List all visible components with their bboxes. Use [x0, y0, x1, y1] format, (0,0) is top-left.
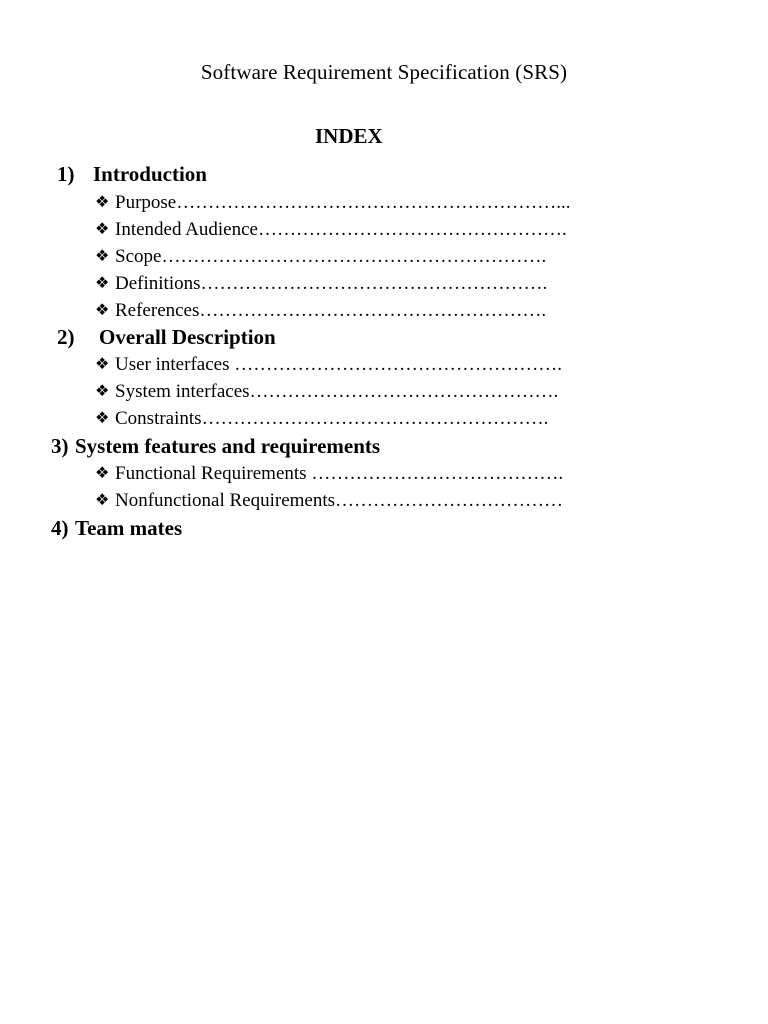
toc-item-label: Functional Requirements: [115, 463, 312, 484]
diamond-bullet-icon: ❖: [95, 246, 110, 265]
toc-item-leader: ……………………………………………………...: [176, 192, 571, 213]
toc-item-intended-audience: [95, 218, 567, 241]
section-heading-team-mates: [51, 516, 182, 541]
document-title: Software Requirement Specification (SRS): [200, 60, 568, 84]
section-title: System features and requirements: [75, 434, 381, 458]
diamond-bullet-icon: ❖: [95, 381, 110, 400]
diamond-bullet-icon: ❖: [95, 219, 110, 238]
toc-item-leader: ……………………………………………….: [199, 300, 547, 321]
section-title: Overall Description: [99, 325, 276, 349]
diamond-bullet-icon: ❖: [95, 408, 110, 427]
diamond-bullet-icon: ❖: [95, 300, 110, 319]
toc-item-leader: ………………………………: [335, 490, 564, 511]
section-title: Introduction: [93, 162, 207, 186]
diamond-bullet-icon: ❖: [95, 463, 110, 482]
toc-item-purpose: [95, 191, 570, 214]
toc-item-label: System interfaces: [115, 381, 250, 402]
section-number: 4): [51, 516, 69, 540]
toc-item-leader: ……………………………………………….: [201, 408, 549, 429]
toc-item-label: Definitions: [115, 273, 201, 294]
toc-item-leader: …………………………………………………….: [161, 246, 547, 267]
section-heading-system-features: [51, 434, 380, 459]
diamond-bullet-icon: ❖: [95, 354, 110, 373]
toc-item-constraints: [95, 407, 548, 430]
section-number: 2): [57, 325, 75, 349]
toc-item-references: [95, 299, 546, 322]
toc-item-leader: ………………………………………….: [249, 381, 559, 402]
toc-item-scope: [95, 245, 546, 268]
toc-item-label: Scope: [115, 246, 162, 267]
index-heading: INDEX: [315, 124, 383, 148]
toc-item-leader: ………………………………………….: [257, 219, 567, 240]
diamond-bullet-icon: ❖: [95, 490, 110, 509]
toc-item-functional-requirements: [95, 462, 563, 485]
toc-item-label: Purpose: [115, 192, 177, 213]
toc-item-user-interfaces: [95, 353, 562, 376]
toc-item-label: User interfaces: [115, 354, 235, 375]
section-heading-introduction: [57, 162, 207, 187]
diamond-bullet-icon: ❖: [95, 273, 110, 292]
toc-item-label: Intended Audience: [115, 219, 258, 240]
section-heading-overall-description: [57, 325, 276, 350]
toc-item-label: Constraints: [115, 408, 202, 429]
section-title: Team mates: [75, 516, 183, 540]
section-number: 1): [57, 162, 75, 186]
section-number: 3): [51, 434, 69, 458]
toc-item-system-interfaces: [95, 380, 558, 403]
toc-item-label: Nonfunctional Requirements: [115, 490, 336, 511]
toc-item-leader: ……………………………………………….: [200, 273, 548, 294]
toc-item-definitions: [95, 272, 547, 295]
toc-item-label: References: [115, 300, 200, 321]
toc-item-leader: …………………………………………….: [234, 354, 562, 375]
diamond-bullet-icon: ❖: [95, 192, 110, 211]
toc-item-leader: ………………………………….: [311, 463, 564, 484]
toc-item-nonfunctional-requirements: [95, 489, 563, 512]
